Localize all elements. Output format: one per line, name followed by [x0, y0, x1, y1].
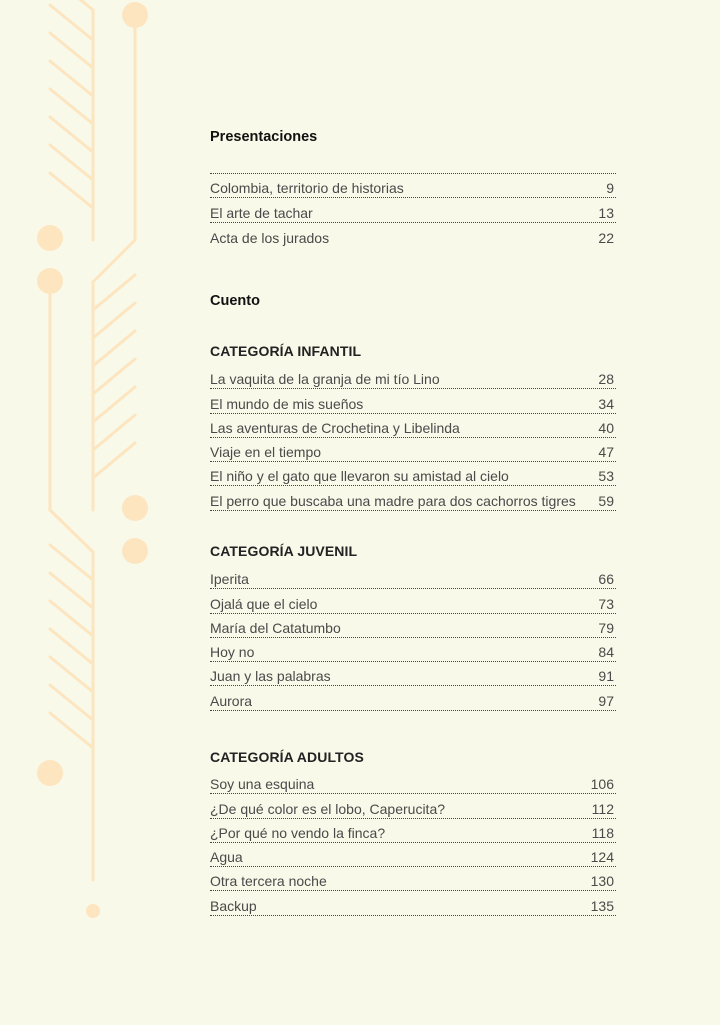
entry-page-number: 9 [606, 180, 614, 197]
entry-title: Juan y las palabras [210, 668, 331, 685]
toc-entry[interactable] [210, 794, 616, 818]
entry-page-number: 22 [598, 229, 614, 246]
entry-title: Ojalá que el cielo [210, 595, 318, 612]
entry-page-number: 66 [598, 571, 614, 588]
entry-page-number: 79 [598, 619, 614, 636]
toc-entry[interactable] [210, 389, 616, 413]
entry-title: Iperita [210, 571, 249, 588]
category-heading-adultos: CATEGORÍA ADULTOS [210, 749, 364, 765]
toc-entry[interactable] [210, 565, 616, 589]
entry-title: Acta de los jurados [210, 229, 330, 246]
toc-entry[interactable] [210, 614, 616, 638]
entry-title: Otra tercera noche [210, 873, 327, 890]
entry-page-number: 84 [598, 644, 614, 661]
entry-title: Aurora [210, 692, 253, 709]
toc-entry[interactable] [210, 891, 616, 915]
toc-entry[interactable] [210, 438, 616, 462]
toc-list-presentaciones [210, 173, 616, 247]
entry-title: Colombia, territorio de historias [210, 180, 404, 197]
toc-entry[interactable] [210, 770, 616, 794]
entry-title: El niño y el gato que llevaron su amistad al cielo [210, 468, 509, 485]
entry-page-number: 112 [591, 800, 614, 817]
toc-entry[interactable] [210, 223, 616, 247]
entry-title: El mundo de mis sueños [210, 395, 364, 412]
toc-list-juvenil [210, 565, 616, 711]
toc-entry[interactable] [210, 638, 616, 662]
entry-page-number: 28 [598, 371, 614, 388]
toc-entry[interactable] [210, 174, 616, 198]
entry-title: El arte de tachar [210, 204, 313, 221]
toc-list-adultos [210, 770, 616, 916]
category-heading-juvenil: CATEGORÍA JUVENIL [210, 543, 358, 559]
entry-page-number: 34 [598, 395, 614, 412]
toc-entry[interactable] [210, 589, 616, 613]
entry-title: Backup [210, 897, 257, 914]
toc-entry[interactable] [210, 819, 616, 843]
toc-entry[interactable] [210, 414, 616, 438]
category-heading-infantil: CATEGORÍA INFANTIL [210, 343, 362, 359]
toc-entry[interactable] [210, 365, 616, 389]
entry-page-number: 13 [598, 204, 614, 221]
entry-title: ¿Por qué no vendo la finca? [210, 824, 386, 841]
entry-page-number: 124 [590, 849, 614, 866]
entry-page-number: 47 [598, 444, 614, 461]
toc-entry[interactable] [210, 662, 616, 686]
toc-entry[interactable] [210, 843, 616, 867]
section-heading-cuento: Cuento [210, 293, 260, 309]
entry-page-number: 59 [598, 492, 614, 509]
entry-title: El perro que buscaba una madre para dos cachorros tigres [210, 492, 576, 509]
entry-page-number: 73 [598, 595, 614, 612]
toc-entry[interactable] [210, 462, 616, 486]
entry-page-number: 135 [590, 897, 614, 914]
entry-page-number: 97 [598, 692, 614, 709]
entry-title: La vaquita de la granja de mi tío Lino [210, 371, 440, 388]
toc-entry[interactable] [210, 686, 616, 710]
toc-list-infantil [210, 365, 616, 511]
toc-entry[interactable] [210, 198, 616, 222]
entry-page-number: 130 [590, 873, 614, 890]
entry-title: Las aventuras de Crochetina y Libelinda [210, 419, 460, 436]
entry-title: María del Catatumbo [210, 619, 341, 636]
entry-page-number: 118 [591, 824, 614, 841]
toc-entry[interactable] [210, 486, 616, 510]
entry-page-number: 91 [598, 668, 614, 685]
entry-page-number: 106 [590, 776, 614, 793]
entry-page-number: 53 [598, 468, 614, 485]
section-heading-presentaciones: Presentaciones [210, 129, 318, 145]
entry-title: Soy una esquina [210, 776, 315, 793]
toc-entry[interactable] [210, 867, 616, 891]
entry-title: Viaje en el tiempo [210, 444, 322, 461]
entry-title: Hoy no [210, 644, 255, 661]
entry-title: ¿De qué color es el lobo, Caperucita? [210, 800, 446, 817]
entry-page-number: 40 [598, 419, 614, 436]
entry-title: Agua [210, 849, 243, 866]
